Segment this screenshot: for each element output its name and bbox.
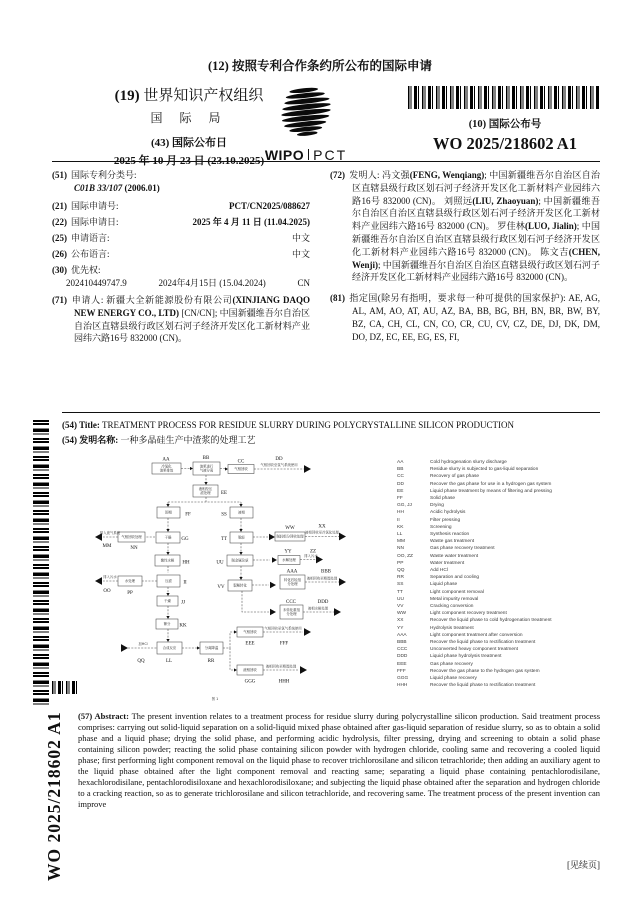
flow-box-label: 滤处理: [200, 491, 211, 496]
legend-code: CC: [397, 474, 404, 480]
flow-tag: BBB: [320, 569, 332, 575]
pub-no: WO 2025/218602 A1: [433, 134, 577, 153]
legend-description: Recover the gas phase for use in a hydrogen gas system: [430, 481, 552, 487]
flow-tag: RR: [207, 659, 215, 665]
app-date-value: 2025 年 4 月 11 日 (11.04.2025): [192, 216, 310, 227]
priority-number: 202410449747.9: [66, 278, 127, 289]
field-priority: (30) 优先权:: [52, 265, 101, 276]
flow-tag: WW: [285, 526, 295, 532]
flow-tag: FFF: [279, 641, 289, 647]
legend-description: Waste water treatment: [430, 553, 479, 559]
legend-row: [397, 574, 635, 581]
org-bureau: 国 际 局: [150, 111, 228, 125]
barcode: [52, 681, 78, 694]
flow-text: 液相回收至冷氢化处理: [305, 530, 339, 535]
flow-text: 液相回收至精馏处理: [265, 664, 297, 669]
abstract-paragraph: [78, 711, 600, 810]
flow-tag: FF: [185, 512, 191, 518]
flow-text: 图 1: [211, 697, 219, 701]
flow-arrowhead: [304, 465, 311, 473]
flow-text: 液相回收至精馏处理: [306, 576, 338, 581]
org-name: (19) 世界知识产权组织: [114, 88, 264, 104]
flow-box-label: 未转化重组: [283, 607, 300, 612]
legend-row: [397, 603, 635, 610]
flow-arrowhead: [239, 552, 242, 555]
legend-row: [397, 617, 635, 624]
flow-tag: UU: [216, 560, 224, 566]
flow-box-label: 冷氢化: [161, 464, 172, 469]
biblio-right-column: [330, 169, 600, 345]
flow-box-label: 合成反应: [162, 646, 177, 650]
flow-line: [242, 591, 269, 612]
flow-box-label: 固相: [165, 510, 172, 515]
flow-box-label: 干燥: [164, 599, 171, 603]
legend-code: OO, ZZ: [397, 553, 413, 559]
flow-tag: BB: [202, 456, 210, 462]
designated-states-paragraph: (81) 指定国(除另有指明，要求每一种可提供的国家保护): AE, AG, AL, AM, AO, AT, AU, AZ, BA, BB, BG, BH, BN, BR, BW, BY, BZ, CA, CH, CL, CN, CO, CR, CU, CV, CZ, DE, DJ, DK, DM, DO, DZ, EC, EE, EG, ES, FI,: [330, 293, 600, 342]
flow-tag: LL: [165, 659, 173, 665]
text-segment: ; 中国新疆维吾尔自治区自治区直辖县级行政区划石河子经济开发区化工新材料产业园纬六路16号 832000 (CN)。 罗佳林: [352, 195, 600, 232]
text-segment: (LIU, Zhaoyuan): [472, 195, 539, 206]
flow-arrowhead: [239, 529, 242, 532]
flow-tag: CC: [237, 459, 245, 465]
legend-description: Solid phase: [430, 496, 456, 502]
flow-box-label: 脱金属杂质: [231, 558, 249, 563]
legend-code: DDD: [397, 654, 408, 660]
flow-arrowhead: [300, 666, 307, 674]
legend-row: [397, 502, 635, 509]
legend-code: KK: [397, 524, 404, 530]
flow-arrowhead: [225, 467, 228, 470]
legend-description: Gas phase recovery: [430, 661, 473, 667]
flow-text: 排入污水: [103, 575, 117, 579]
applicant-paragraph: (71) 申请人: 新疆大全新能源股份有限公司(XINJIANG DAQO NEW ENERGY CO., LTD) [CN/CN]; 中国新疆维吾尔自治区自治区直辖县级行政区划石河子经济开发区化工新材料产业园纬六路16号 832000 (CN)。: [52, 294, 310, 344]
legend-row: [397, 481, 635, 488]
legend-description: Synthesis reaction: [430, 532, 470, 538]
legend-description: Liquid phase treatment by means of filtering and pressing: [430, 488, 552, 494]
title-zh: (54) 发明名称: 一种多晶硅生产中渣浆的处理工艺: [62, 435, 256, 445]
legend-row: [397, 488, 635, 495]
continuation-note: [见续页]: [567, 860, 600, 870]
text-segment: [CN/CN]; 中国新疆维吾尔自治区自治区直辖县级行政区划石河子经济开发区化工新材料产业园纬六路16号 832000 (CN)。: [74, 307, 310, 344]
legend-description: Recover the liquid phase to rectification treatment: [430, 683, 536, 689]
legend-code: AA: [397, 460, 404, 465]
legend-code: EE: [397, 488, 404, 494]
flow-tag: XX: [318, 524, 326, 530]
wipo-logo-block: [263, 84, 349, 163]
app-number-value: PCT/CN2025/088627: [229, 200, 310, 211]
legend-description: Waste gas treatment: [430, 539, 475, 545]
flow-tag: PP: [127, 591, 133, 597]
flow-arrowhead: [166, 639, 169, 642]
legend-description: Light component treatment after conversion: [430, 632, 523, 638]
legend-code: BB: [397, 467, 404, 473]
legend-code: WW: [397, 611, 407, 617]
flow-box-label: 水处理: [124, 579, 136, 583]
sidebar-publication-number: WO 2025/218602 A1: [44, 711, 64, 881]
legend-description: Water treatment: [430, 560, 465, 566]
priority-date: 2024年4月15日 (15.04.2024): [158, 278, 266, 289]
inventor-paragraph: (72) 发明人: 冯文强(FENG, Wenqiang); 中国新疆维吾尔自治区自治区直辖县级行政区划石河子经济开发区化工新材料产业园纬六路16号 832000 (CN)。 刘照远(LIU, Zhaoyuan); 中国新疆维吾尔自治区自治区直辖县级行政区划石河子经济开发区化工新材料产业园纬六路16号 832000 (CN)。 罗佳林(LUO, Jialin); 中国新疆维吾尔自治区自治区直辖县级行政区划石河子经济开发区化工新材料产业园纬六路16号 832000 (CN)。 陈文吉(CHEN, Wenji); 中国新疆维吾尔自治区自治区直辖县级行政区划石河子经济开发区化工新材料产业园纬六路16号 832000 (CN)。: [330, 170, 600, 283]
legend-code: VV: [397, 604, 404, 610]
flow-box-label: 气相回收: [234, 467, 248, 471]
flow-arrowhead: [270, 609, 276, 616]
legend-row: [397, 610, 635, 617]
title-en-text: TREATMENT PROCESS FOR RESIDUE SLURRY DURING POLYCRYSTALLINE SILICON PRODUCTION: [102, 420, 514, 430]
legend-row: [397, 473, 635, 480]
legend-code: MM: [397, 539, 405, 545]
flow-arrowhead: [204, 482, 207, 485]
barcode: [33, 420, 49, 708]
flow-tag: AAA: [286, 569, 298, 575]
legend-description: Unconverted heavy component treatment: [430, 647, 518, 653]
legend-code: XX: [397, 618, 404, 624]
legend-code: NN: [397, 546, 404, 552]
flow-box-label: 液相经压: [198, 486, 213, 491]
flow-line: [223, 632, 235, 648]
priority-data: [52, 277, 310, 290]
flow-tag: VV: [217, 585, 225, 591]
legend-description: Recover the liquid phase to rectification treatment: [430, 640, 536, 646]
flow-tag: KK: [179, 623, 187, 629]
pub-no-label: (10) 国际公布号: [468, 119, 542, 130]
flow-text: 排入废气系统: [99, 531, 121, 535]
flow-tag: SS: [221, 512, 227, 518]
flow-tag: QQ: [137, 659, 145, 665]
flow-line: [230, 648, 235, 670]
legend-code: AAA: [397, 632, 407, 638]
legend-description: Acidic hydrolysis: [430, 510, 466, 516]
legend-code: RR: [397, 575, 404, 581]
legend-row: [397, 625, 635, 632]
legend-row: [397, 668, 635, 675]
flow-box-label: 液相: [238, 510, 245, 515]
legend-row: [397, 653, 635, 660]
legend-description: Liquid phase recovery: [430, 676, 477, 682]
flow-box-label: 裂解转化: [233, 583, 247, 588]
pub-date: 2025 年 10 月 23 日 (23.10.2025): [113, 155, 265, 167]
flow-arrowhead: [239, 504, 242, 507]
legend-row: [397, 581, 635, 588]
abstract-num: (57): [78, 711, 93, 721]
flow-box-label: 气相回收: [243, 630, 257, 634]
flow-box-label: 气相回收处理: [121, 535, 142, 539]
flow-box-label: 脱轻: [238, 535, 245, 540]
legend-description: Liquid phase: [430, 582, 458, 588]
abstract-label: Abstract:: [94, 711, 129, 721]
legend-description: Drying: [430, 503, 444, 509]
flow-arrowhead: [239, 577, 242, 580]
flow-arrowhead: [95, 577, 102, 585]
field-ipc: (51) 国际专利分类号:: [52, 170, 137, 180]
ipc-value: C01B 33/107 (2006.01): [74, 182, 160, 193]
abstract-text: The present invention relates to a treatment process for residue slurry during polycrystalline silicon production. Said treatment process comprises: carrying out solid-liquid separation on a solid-liquid mixed phase obtained after gas-liquid separation of residue slurry, so as to obtain a solid phase and a liquid phase; drying the solid phase, and performing acidic hydrolysis, filter pressing, drying and screening to obtain a solid phase containing silicon powder; reacting the solid phase containing silicon powder with hydrogen chloride, cooling same and recovering a cooled liquid phase; first performing light component removal on the liquid phase to recover trichlorosilane and silicon tetrachloride; then adding an auxiliary agent to the liquid phase obtained after the light component removal and reacting same; separating a liquid phase containing pentachlorodisilane, hexachlorodisilane, pentachlorodisiloxane and hexachlorodisiloxane; and subjecting the liquid phase obtained after the separation and hydrogen chloride to a cracking reaction, so as to generate trichlorosilane and silicon tetrachloride, and recovering same. The treatment process of the present invention can improve: [78, 711, 601, 809]
legend-description: Cracking conversion: [430, 604, 474, 610]
legend-code: FFF: [397, 668, 406, 674]
field-publication-language: (26) 公布语言: 中文: [52, 249, 310, 260]
legend-description: Recover the gas phase to the hydrogen gas system: [430, 668, 540, 674]
flow-arrowhead: [339, 533, 346, 541]
publication-language-value: 中文: [291, 249, 310, 260]
title-section: [62, 419, 600, 446]
text-segment: (XINJIANG DAQO NEW ENERGY CO., LTD): [74, 294, 310, 318]
flow-tag: CCC: [285, 600, 297, 606]
flow-arrowhead: [334, 608, 341, 616]
legend-description: Filter pressing: [430, 517, 461, 523]
field-app-number: (21) 国际申请号: PCT/CN2025/088627: [52, 200, 310, 211]
flow-tag: MM: [102, 544, 112, 550]
legend-code: II: [397, 517, 400, 523]
legend-row: [397, 661, 635, 668]
wordmark-separator: [308, 149, 309, 160]
flow-tag: GGG: [244, 679, 256, 685]
publication-number-block: [408, 86, 602, 154]
flow-text: 液相水解处理: [307, 606, 329, 611]
legend-row: [397, 545, 635, 552]
legend-row: [397, 495, 635, 502]
legend-code: SS: [397, 582, 404, 588]
legend-code: TT: [397, 589, 403, 595]
flow-tag: II: [183, 580, 187, 586]
legend-row: [397, 682, 635, 689]
legend-code: FF: [397, 496, 403, 502]
legend-row: [397, 524, 635, 531]
legend-description: Screening: [430, 524, 452, 530]
legend-row: [397, 639, 635, 646]
legend-row: [397, 632, 635, 639]
flow-arrowhead: [197, 646, 200, 649]
text-segment: ; 中国新疆维吾尔自治区自治区直辖县级行政区划石河子经济开发区化工新材料产业园纬六路16号 832000 (CN)。: [352, 259, 600, 283]
legend-description: Add HCl: [430, 568, 448, 574]
legend-description: Recovery of gas phase: [430, 474, 480, 480]
flow-tag: ZZ: [309, 549, 317, 555]
field-app-date: (22) 国际申请日: 2025 年 4 月 11 日 (11.04.2025): [52, 216, 310, 227]
flow-tag: JJ: [181, 600, 185, 606]
flow-arrowhead: [190, 467, 193, 470]
legend-description: Light component removal: [430, 589, 484, 595]
flow-box-label: 干燥: [164, 535, 172, 540]
figure-legend: [397, 459, 635, 690]
filing-language-value: 中文: [291, 232, 310, 243]
legend-row: [397, 567, 635, 574]
flow-box-label: 分离降温: [204, 646, 219, 650]
flow-tag: AA: [162, 457, 170, 463]
figure-flowchart: [55, 452, 400, 707]
flow-arrowhead: [272, 557, 277, 563]
flow-tag: HH: [182, 560, 190, 566]
legend-description: Recover the liquid phase to cold hydrogenation treatment: [430, 618, 552, 624]
flow-arrowhead: [304, 628, 311, 636]
flow-arrowhead: [166, 593, 169, 596]
flow-box-label: 液相回收: [243, 668, 257, 672]
flow-box-label: 压滤: [165, 579, 172, 583]
legend-row: [397, 531, 635, 538]
flow-box-label: 酸性水解: [160, 558, 175, 563]
legend-row: [397, 459, 635, 466]
flow-tag: DD: [275, 457, 283, 463]
legend-code: UU: [397, 596, 404, 602]
legend-code: DD: [397, 481, 404, 487]
flow-arrowhead: [269, 534, 275, 541]
legend-code: BBB: [397, 640, 407, 646]
flow-box-label: 渣浆排放: [159, 468, 174, 473]
legend-description: Hydrolysis treatment: [430, 625, 474, 631]
flow-box-label: 分处理: [287, 582, 298, 587]
flow-arrowhead: [166, 552, 169, 555]
text-segment: (CHEN, Wenji): [352, 246, 600, 270]
flow-tag: NN: [130, 546, 138, 552]
bibliographic-section: [52, 169, 600, 345]
flow-text: 排入污水: [304, 554, 318, 558]
legend-code: EEE: [397, 661, 407, 667]
barcode: [408, 86, 600, 109]
legend-row: [397, 646, 635, 653]
flow-text: 加HCl: [138, 642, 148, 646]
flow-tag: GG: [181, 537, 189, 543]
flow-box-label: 转化后轻组: [284, 577, 301, 582]
legend-row: [397, 538, 635, 545]
flow-tag: EE: [220, 491, 228, 497]
flow-arrowhead: [166, 616, 169, 619]
legend-description: Metal impurity removal: [430, 596, 479, 602]
legend-row: [397, 560, 635, 567]
text-segment: (FENG, Wenqiang): [409, 170, 485, 180]
legend-description: Residue slurry is subjected to gas-liquid separation: [430, 467, 539, 473]
legend-row: [397, 553, 635, 560]
legend-code: QQ: [397, 568, 405, 574]
legend-code: HH: [397, 510, 404, 516]
legend-description: Liquid phase hydrolysis treatment: [430, 654, 502, 660]
flow-tag: EEE: [245, 641, 255, 647]
legend-row: [397, 596, 635, 603]
pct-text: PCT: [313, 147, 348, 163]
flow-tag: DDD: [317, 600, 329, 606]
flow-arrowhead: [270, 582, 276, 589]
title-en: (54) Title: TREATMENT PROCESS FOR RESIDUE SLURRY DURING POLYCRYSTALLINE SILICON PRODUCTION: [62, 420, 514, 430]
legend-row: [397, 589, 635, 596]
field-filing-language: (25) 申请语言: 中文: [52, 232, 310, 243]
pct-treaty-notice: (12) 按照专利合作条约所公布的国际申请: [208, 59, 432, 73]
flow-tag: TT: [220, 537, 228, 543]
text-segment: ; 中国新疆维吾尔自治区自治区直辖县级行政区划石河子经济开发区化工新材料产业园纬六路16号 832000 (CN)。 刘照远: [352, 170, 600, 206]
legend-row: [397, 466, 635, 473]
title-zh-text: 一种多晶硅生产中渣浆的处理工艺: [120, 435, 256, 445]
wipo-text: WIPO: [264, 147, 305, 163]
pub-date-label: (43) 国际公布日: [150, 137, 228, 149]
flow-tag: YY: [284, 549, 292, 555]
flow-arrowhead: [121, 644, 128, 652]
wipo-globe-icon: [275, 84, 337, 140]
legend-description: Gas phase recovery treatment: [430, 546, 495, 552]
legend-code: CCC: [397, 647, 408, 653]
flow-box-label: 水解处理: [282, 558, 296, 562]
flow-arrowhead: [166, 529, 169, 532]
flow-arrowhead: [166, 504, 169, 507]
text-segment: (LUO, Jialin): [525, 221, 577, 232]
legend-row: [397, 517, 635, 524]
text-segment: ; 中国新疆维吾尔自治区自治区直辖县级行政区划石河子经济开发区化工新材料产业园纬六路16号 832000 (CN)。 陈文吉: [352, 221, 600, 257]
divider-top: [52, 161, 600, 162]
flow-box-label: 筛分: [163, 622, 171, 626]
divider-title: [62, 412, 600, 413]
flow-box-label: 分处理: [286, 612, 297, 617]
flow-arrowhead: [339, 578, 346, 586]
flow-box-label: 渣浆进行: [199, 464, 214, 469]
legend-row: [397, 509, 635, 516]
flow-text: 气相回收至氢气系统使用: [260, 463, 298, 467]
legend-code: PP: [397, 560, 404, 566]
text-segment: 申请人: 新疆大全新能源股份有限公司: [71, 294, 233, 305]
legend-row: [397, 675, 635, 682]
flow-box-label: 气液分离: [199, 468, 214, 473]
legend-description: Light component recovery treatment: [430, 611, 507, 617]
legend-code: LL: [397, 532, 403, 538]
legend-code: HHH: [397, 683, 408, 689]
legend-code: GG, JJ: [397, 503, 412, 509]
field-19-num: (19): [114, 88, 140, 104]
flow-box-label: 脱轻组分回收处理: [276, 534, 304, 539]
legend-code: YY: [397, 625, 404, 631]
flow-tag: HHH: [278, 679, 290, 685]
flow-arrowhead: [234, 668, 237, 671]
flow-arrowhead: [234, 630, 237, 633]
legend-description: Separation and cooling: [430, 575, 480, 581]
flow-text: 气相回收至氢气系统使用: [264, 626, 302, 631]
priority-country: CN: [297, 278, 310, 289]
biblio-left-column: [52, 169, 310, 345]
legend-description: Cold hydrogenation slurry discharge: [430, 460, 507, 465]
text-segment: 发明人: 冯文强: [349, 170, 410, 180]
flow-tag: OO: [103, 589, 111, 595]
legend-code: GGG: [397, 676, 409, 682]
